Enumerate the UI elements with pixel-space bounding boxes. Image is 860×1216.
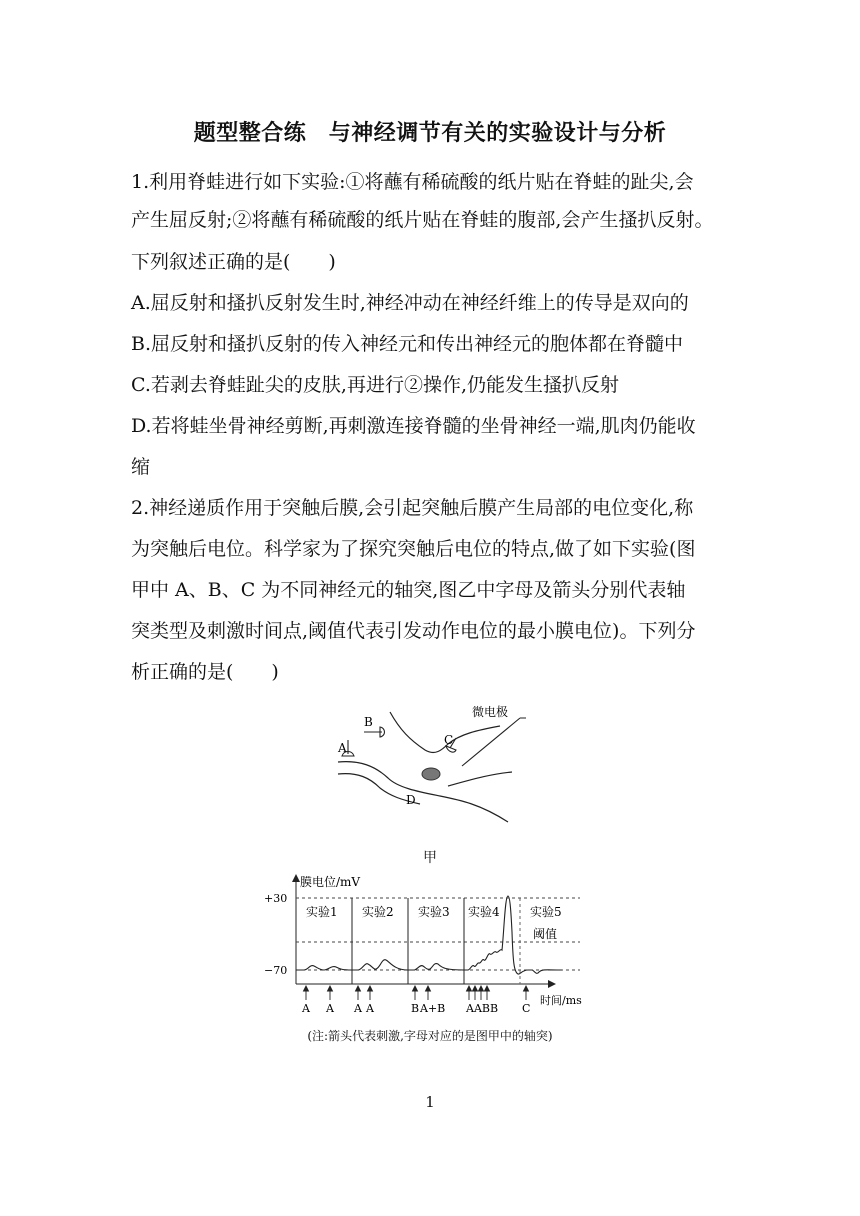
microelectrode [462, 718, 520, 766]
stimulus-label-4: A [366, 1002, 374, 1012]
page-title: 题型整合练 与神经调节有关的实验设计与分析 [193, 121, 667, 146]
stimulus-label-5: B [411, 1002, 420, 1012]
q1-stem-line-2: 产生屈反射;②将蘸有稀硫酸的纸片贴在脊蛙的腹部,会产生搔扒反射。 [131, 209, 714, 231]
y-axis-label: 膜电位/mV [300, 875, 361, 889]
q1-option-c: C.若剥去脊蛙趾尖的皮肤,再进行②操作,仍能发生搔扒反射 [131, 374, 619, 396]
stimulus-label-8: C [522, 1002, 531, 1012]
stimulus-label-7: AABB [466, 1002, 499, 1012]
label-c: C [444, 733, 454, 747]
q1-option-b: B.屈反射和搔扒反射的传入神经元和传出神经元的胞体都在脊髓中 [131, 333, 684, 355]
q2-stem-line-5: 析正确的是( ) [131, 661, 279, 683]
experiment-label-5: 实验5 [530, 905, 562, 919]
q1-stem-line-1: 1.利用脊蛙进行如下实验:①将蘸有稀硫酸的纸片贴在脊蛙的趾尖,会 [131, 171, 694, 193]
threshold-label: 阈值 [533, 927, 558, 941]
q1-stem-line-3: 下列叙述正确的是( ) [131, 251, 336, 273]
stimulus-label-1: A [302, 1002, 310, 1012]
q2-stem-line-4: 突类型及刺激时间点,阈值代表引发动作电位的最小膜电位)。下列分 [131, 620, 696, 642]
label-d: D [406, 793, 416, 807]
x-axis-label: 时间/ms [540, 994, 582, 1007]
ytick-minus70: −70 [264, 964, 288, 977]
q1-option-d: D.若将蛙坐骨神经剪断,再刺激连接脊髓的坐骨神经一端,肌肉仍能收 [131, 415, 696, 437]
q1-option-a: A.屈反射和搔扒反射发生时,神经冲动在神经纤维上的传导是双向的 [131, 292, 689, 314]
ytick-plus30: +30 [264, 892, 288, 905]
stimulus-arrows [304, 986, 529, 1000]
stimulus-label-2: A [326, 1002, 334, 1012]
page-number: 1 [425, 1093, 435, 1111]
stimulus-label-6: A+B [420, 1002, 446, 1012]
figure-note: (注:箭头代表刺激,字母对应的是图甲中的轴突) [307, 1029, 553, 1043]
experiment-label-1: 实验1 [306, 905, 338, 919]
label-b: B [364, 715, 373, 729]
stimulus-label-3: A [354, 1002, 362, 1012]
q2-stem-line-1: 2.神经递质作用于突触后膜,会引起突触后膜产生局部的电位变化,称 [131, 497, 694, 519]
neuron-diagram [330, 700, 540, 830]
experiment-label-3: 实验3 [418, 905, 450, 919]
membrane-potential-chart [262, 872, 592, 1012]
q2-stem-line-3: 甲中 A、B、C 为不同神经元的轴突,图乙中字母及箭头分别代表轴 [131, 579, 686, 601]
figure-jia-caption: 甲 [423, 850, 437, 866]
q1-option-d-cont: 缩 [131, 456, 151, 478]
experiment-label-2: 实验2 [362, 905, 394, 919]
experiment-label-4: 实验4 [468, 905, 500, 919]
nucleus [422, 768, 440, 780]
q2-stem-line-2: 为突触后电位。科学家为了探究突触后电位的特点,做了如下实验(图 [131, 538, 696, 560]
label-microelectrode: 微电极 [472, 705, 509, 719]
label-a: A [338, 741, 347, 755]
